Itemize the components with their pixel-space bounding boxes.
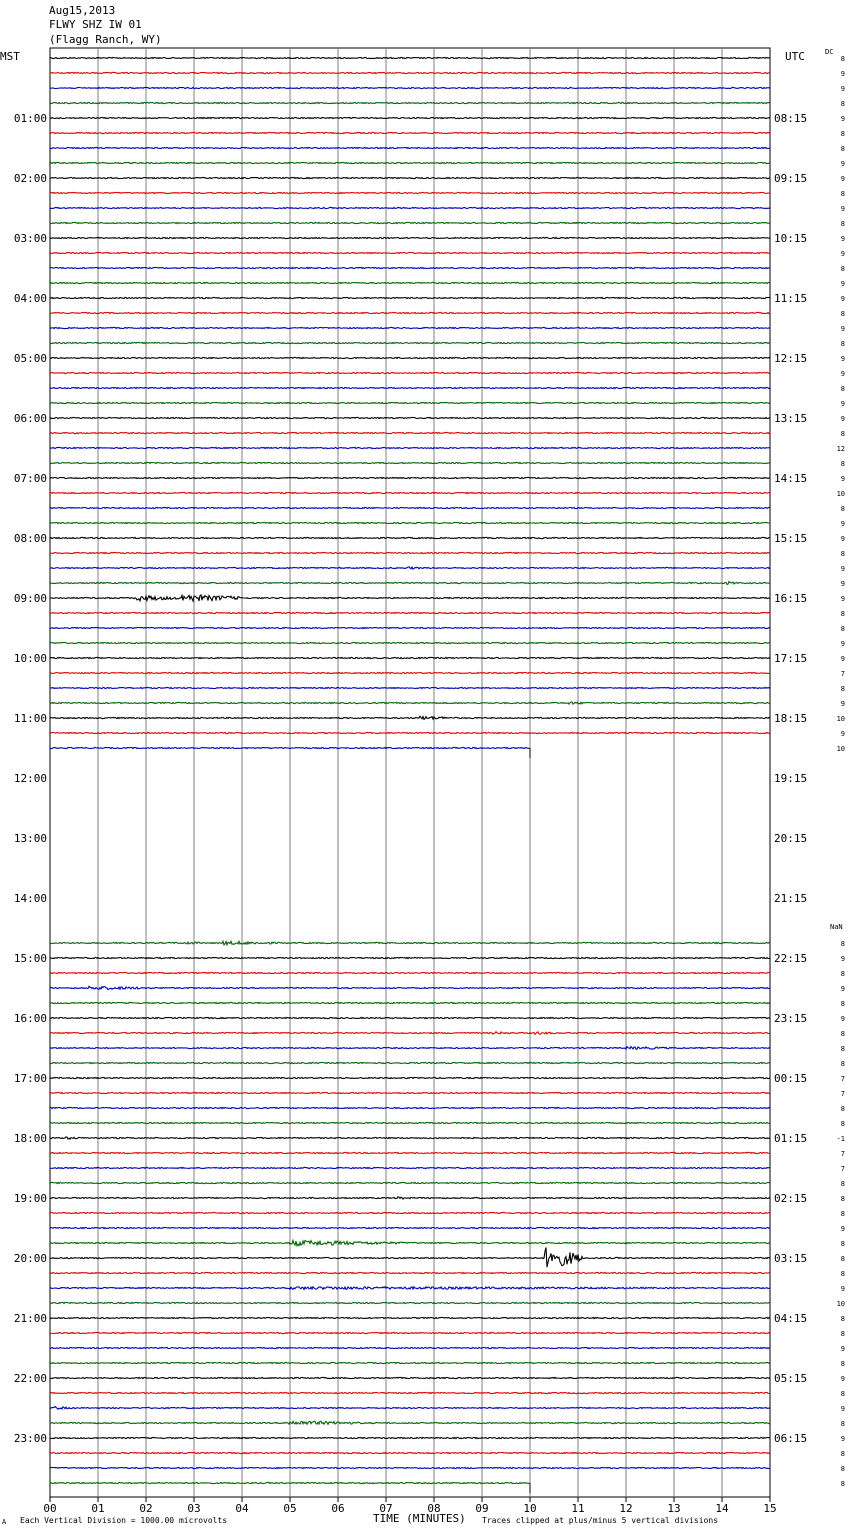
trace-line	[50, 387, 770, 388]
dc-offset-value: 8	[840, 1270, 845, 1278]
trace-line	[50, 1317, 770, 1318]
dc-offset-value: 9	[840, 640, 845, 648]
trace-line	[50, 1017, 770, 1018]
trace-line	[50, 1377, 770, 1378]
x-tick-label: 13	[667, 1502, 681, 1515]
dc-offset-value: 8	[840, 1105, 845, 1113]
trace-line	[50, 57, 770, 58]
dc-offset-value: 9	[840, 400, 845, 408]
hour-label-utc: 22:15	[774, 952, 808, 965]
trace-line	[50, 1062, 770, 1063]
hour-label-utc: 23:15	[774, 1012, 808, 1025]
trace-line	[50, 1452, 770, 1453]
footer-mark: A	[2, 1518, 7, 1526]
dc-offset-value: 9	[840, 370, 845, 378]
trace-line	[50, 477, 770, 478]
x-tick-label: 15	[763, 1502, 777, 1515]
trace-line	[50, 507, 770, 508]
hour-label-mst: 18:00	[13, 1132, 47, 1145]
trace-line	[50, 192, 770, 193]
x-tick-label: 06	[331, 1502, 345, 1515]
dc-offset-value: 8	[840, 130, 845, 138]
trace-line	[50, 1392, 770, 1393]
hour-label-utc: 04:15	[774, 1312, 808, 1325]
dc-offset-value: 8	[840, 430, 845, 438]
trace-line	[50, 492, 770, 493]
hour-label-mst: 19:00	[13, 1192, 47, 1205]
trace-line	[50, 642, 770, 643]
dc-offset-value: 9	[840, 700, 845, 708]
trace-line	[50, 282, 770, 283]
trace-line	[50, 1212, 770, 1213]
dc-offset-value: 9	[840, 1345, 845, 1353]
dc-offset-header: DC	[825, 48, 834, 56]
x-tick-label: 11	[571, 1502, 585, 1515]
x-tick-label: 02	[139, 1502, 153, 1515]
dc-offset-value: 9	[840, 595, 845, 603]
x-tick-label: 00	[43, 1502, 57, 1515]
x-tick-label: 04	[235, 1502, 249, 1515]
hour-label-utc: 17:15	[774, 652, 808, 665]
trace-line	[50, 1137, 770, 1139]
dc-offset-value: 8	[840, 310, 845, 318]
trace-line	[50, 162, 770, 163]
dc-offset-value: 9	[840, 235, 845, 243]
trace-line	[50, 327, 770, 328]
dc-offset-value: 8	[840, 460, 845, 468]
dc-offset-value: 8	[840, 1045, 845, 1053]
hour-label-mst: 13:00	[13, 832, 47, 845]
trace-line	[50, 1107, 770, 1108]
trace-line	[50, 1182, 770, 1183]
right-timezone-label: UTC	[785, 50, 805, 63]
hour-label-mst: 22:00	[13, 1372, 47, 1385]
trace-line	[50, 312, 770, 313]
dc-offset-value: 8	[840, 625, 845, 633]
x-tick-label: 05	[283, 1502, 297, 1515]
dc-offset-value: 8	[840, 385, 845, 393]
hour-label-mst: 15:00	[13, 952, 47, 965]
dc-offset-value: 8	[840, 1060, 845, 1068]
dc-offset-value: 9	[840, 160, 845, 168]
dc-offset-value: 8	[840, 1330, 845, 1338]
trace-line	[50, 1362, 770, 1363]
trace-line	[50, 447, 770, 448]
hour-label-mst: 20:00	[13, 1252, 47, 1265]
trace-line	[50, 1272, 770, 1273]
hour-label-mst: 10:00	[13, 652, 47, 665]
trace-line	[50, 1047, 770, 1050]
trace-line	[50, 957, 770, 958]
hour-label-mst: 11:00	[13, 712, 47, 725]
hour-label-mst: 16:00	[13, 1012, 47, 1025]
left-timezone-label: MST	[0, 50, 20, 63]
dc-offset-value: 9	[840, 280, 845, 288]
hour-label-mst: 05:00	[13, 352, 47, 365]
dc-offset-value: 9	[840, 295, 845, 303]
hour-label-mst: 07:00	[13, 472, 47, 485]
dc-offset-value: 9	[840, 565, 845, 573]
hour-label-mst: 12:00	[13, 772, 47, 785]
dc-offset-value: 7	[840, 1075, 845, 1083]
hour-label-utc: 12:15	[774, 352, 808, 365]
dc-offset-value: 9	[840, 985, 845, 993]
trace-line	[50, 132, 770, 133]
dc-offset-value: 10	[836, 715, 845, 723]
x-tick-label: 03	[187, 1502, 201, 1515]
plot-frame	[50, 48, 770, 1497]
hour-label-utc: 08:15	[774, 112, 808, 125]
dc-offset-value: 8	[840, 1240, 845, 1248]
trace-line	[50, 1152, 770, 1153]
dc-offset-value: 9	[840, 1225, 845, 1233]
hour-label-utc: 11:15	[774, 292, 808, 305]
dc-offset-value: 9	[840, 355, 845, 363]
trace-line	[50, 1332, 770, 1333]
dc-offset-value: 8	[840, 55, 845, 63]
dc-offset-value: 8	[840, 940, 845, 948]
x-tick-label: 08	[427, 1502, 441, 1515]
nan-header: NaN	[830, 923, 843, 931]
trace-line	[50, 1197, 770, 1199]
dc-offset-value: 10	[836, 490, 845, 498]
hour-label-utc: 03:15	[774, 1252, 808, 1265]
dc-offset-value: 8	[840, 1255, 845, 1263]
dc-offset-value: 8	[840, 1420, 845, 1428]
trace-line	[50, 537, 770, 538]
dc-offset-value: 7	[840, 1150, 845, 1158]
trace-line	[50, 716, 770, 719]
trace-line	[50, 1287, 770, 1290]
dc-offset-value: 8	[840, 1120, 845, 1128]
hour-label-utc: 06:15	[774, 1432, 808, 1445]
hour-label-utc: 00:15	[774, 1072, 808, 1085]
trace-line	[50, 417, 770, 418]
trace-line	[50, 595, 770, 601]
dc-offset-value: 9	[840, 175, 845, 183]
dc-offset-value: 8	[840, 1030, 845, 1038]
x-tick-label: 09	[475, 1502, 489, 1515]
dc-offset-value: 9	[840, 475, 845, 483]
trace-line	[50, 147, 770, 148]
trace-line	[50, 1421, 770, 1424]
x-tick-label: 12	[619, 1502, 633, 1515]
dc-offset-value: 9	[840, 535, 845, 543]
trace-line	[50, 627, 770, 628]
hour-label-utc: 14:15	[774, 472, 808, 485]
dc-offset-value: 8	[840, 340, 845, 348]
trace-line	[50, 207, 770, 208]
hour-label-mst: 08:00	[13, 532, 47, 545]
trace-line	[50, 1467, 770, 1468]
hour-label-utc: 15:15	[774, 532, 808, 545]
dc-offset-value: 9	[840, 1285, 845, 1293]
dc-offset-value: 8	[840, 1210, 845, 1218]
dc-offset-value: 9	[840, 250, 845, 258]
x-tick-label: 14	[715, 1502, 729, 1515]
dc-offset-value: 8	[840, 685, 845, 693]
dc-offset-value: 8	[840, 1480, 845, 1488]
trace-line	[50, 1122, 770, 1123]
trace-line	[50, 657, 770, 658]
dc-offset-value: 7	[840, 1090, 845, 1098]
trace-line	[50, 87, 770, 88]
dc-offset-value: 8	[840, 1195, 845, 1203]
dc-offset-value: 8	[840, 1180, 845, 1188]
scale-note: Each Vertical Division = 1000.00 microvolts	[20, 1516, 228, 1525]
trace-line	[50, 222, 770, 223]
station-location: (Flagg Ranch, WY)	[49, 33, 162, 46]
trace-line	[50, 1347, 770, 1348]
trace-line	[50, 297, 770, 298]
dc-offset-value: 10	[836, 745, 845, 753]
hour-label-mst: 04:00	[13, 292, 47, 305]
trace-line	[50, 1248, 770, 1268]
dc-offset-value: 8	[840, 970, 845, 978]
dc-offset-value: 9	[840, 580, 845, 588]
dc-offset-value: 9	[840, 1405, 845, 1413]
dc-offset-value: 9	[840, 730, 845, 738]
hour-label-mst: 02:00	[13, 172, 47, 185]
hour-label-mst: 21:00	[13, 1312, 47, 1325]
hour-label-utc: 16:15	[774, 592, 808, 605]
dc-offset-value: 8	[840, 265, 845, 273]
dc-offset-value: 9	[840, 70, 845, 78]
hour-label-mst: 06:00	[13, 412, 47, 425]
dc-offset-value: 8	[840, 1315, 845, 1323]
dc-offset-value: 9	[840, 520, 845, 528]
trace-line	[50, 72, 770, 73]
dc-offset-value: 9	[840, 415, 845, 423]
dc-offset-value: -1	[836, 1135, 845, 1143]
dc-offset-value: 8	[840, 220, 845, 228]
dc-offset-value: 9	[840, 325, 845, 333]
dc-offset-value: 8	[840, 1465, 845, 1473]
trace-line	[50, 237, 770, 238]
dc-offset-value: 8	[840, 190, 845, 198]
dc-offset-value: 8	[840, 1000, 845, 1008]
dc-offset-value: 8	[840, 1450, 845, 1458]
trace-line	[50, 687, 770, 688]
trace-line	[50, 432, 770, 433]
trace-line	[50, 402, 770, 403]
x-tick-label: 10	[523, 1502, 537, 1515]
trace-line	[50, 702, 770, 704]
trace-line	[50, 1302, 770, 1303]
clip-note: Traces clipped at plus/minus 5 vertical divisions	[482, 1516, 719, 1525]
trace-line	[50, 1167, 770, 1168]
x-axis-label: TIME (MINUTES)	[373, 1512, 466, 1525]
trace-line	[50, 972, 770, 973]
hour-label-mst: 01:00	[13, 112, 47, 125]
trace-line	[50, 941, 770, 945]
hour-label-utc: 18:15	[774, 712, 808, 725]
trace-line	[50, 1092, 770, 1093]
trace-line	[50, 612, 770, 613]
dc-offset-value: 10	[836, 1300, 845, 1308]
dc-offset-value: 9	[840, 1015, 845, 1023]
trace-line	[50, 342, 770, 343]
trace-line	[50, 732, 770, 733]
trace-line	[50, 1407, 770, 1410]
trace-line	[50, 522, 770, 523]
hour-label-utc: 02:15	[774, 1192, 808, 1205]
trace-line	[50, 986, 770, 989]
dc-offset-value: 9	[840, 85, 845, 93]
dc-offset-value: 9	[840, 955, 845, 963]
hour-label-mst: 17:00	[13, 1072, 47, 1085]
hour-label-utc: 01:15	[774, 1132, 808, 1145]
trace-line	[50, 102, 770, 103]
dc-offset-value: 8	[840, 1390, 845, 1398]
trace-line	[50, 1227, 770, 1228]
trace-line	[50, 672, 770, 673]
dc-offset-value: 9	[840, 1375, 845, 1383]
dc-offset-value: 9	[840, 205, 845, 213]
hour-label-utc: 05:15	[774, 1372, 808, 1385]
dc-offset-value: 7	[840, 670, 845, 678]
trace-line	[50, 267, 770, 268]
trace-line	[50, 1077, 770, 1078]
record-date: Aug15,2013	[49, 4, 116, 17]
dc-offset-value: 12	[836, 445, 845, 453]
hour-label-utc: 19:15	[774, 772, 808, 785]
trace-line	[50, 552, 770, 553]
trace-line	[50, 1240, 770, 1245]
hour-label-utc: 21:15	[774, 892, 808, 905]
trace-line	[50, 1437, 770, 1438]
dc-offset-value: 9	[840, 115, 845, 123]
trace-line	[50, 177, 770, 178]
hour-label-mst: 14:00	[13, 892, 47, 905]
dc-offset-value: 8	[840, 550, 845, 558]
dc-offset-value: 9	[840, 655, 845, 663]
hour-label-mst: 23:00	[13, 1432, 47, 1445]
x-tick-label: 01	[91, 1502, 105, 1515]
trace-line	[50, 1032, 770, 1035]
hour-label-utc: 20:15	[774, 832, 808, 845]
hour-label-mst: 09:00	[13, 592, 47, 605]
trace-line	[50, 581, 770, 584]
trace-line	[50, 462, 770, 463]
hour-label-utc: 09:15	[774, 172, 808, 185]
trace-line	[50, 567, 770, 569]
trace-line	[50, 252, 770, 253]
x-tick-label: 07	[379, 1502, 393, 1515]
trace-line	[50, 372, 770, 373]
trace-line	[50, 1002, 770, 1003]
trace-line	[50, 117, 770, 118]
hour-label-utc: 10:15	[774, 232, 808, 245]
dc-offset-value: 8	[840, 100, 845, 108]
station-code: FLWY SHZ IW 01	[49, 18, 142, 31]
dc-offset-value: 8	[840, 1360, 845, 1368]
trace-line	[50, 357, 770, 358]
dc-offset-value: 7	[840, 1165, 845, 1173]
dc-offset-value: 9	[840, 1435, 845, 1443]
hour-label-mst: 03:00	[13, 232, 47, 245]
hour-label-utc: 13:15	[774, 412, 808, 425]
dc-offset-value: 8	[840, 145, 845, 153]
dc-offset-value: 8	[840, 610, 845, 618]
dc-offset-value: 8	[840, 505, 845, 513]
